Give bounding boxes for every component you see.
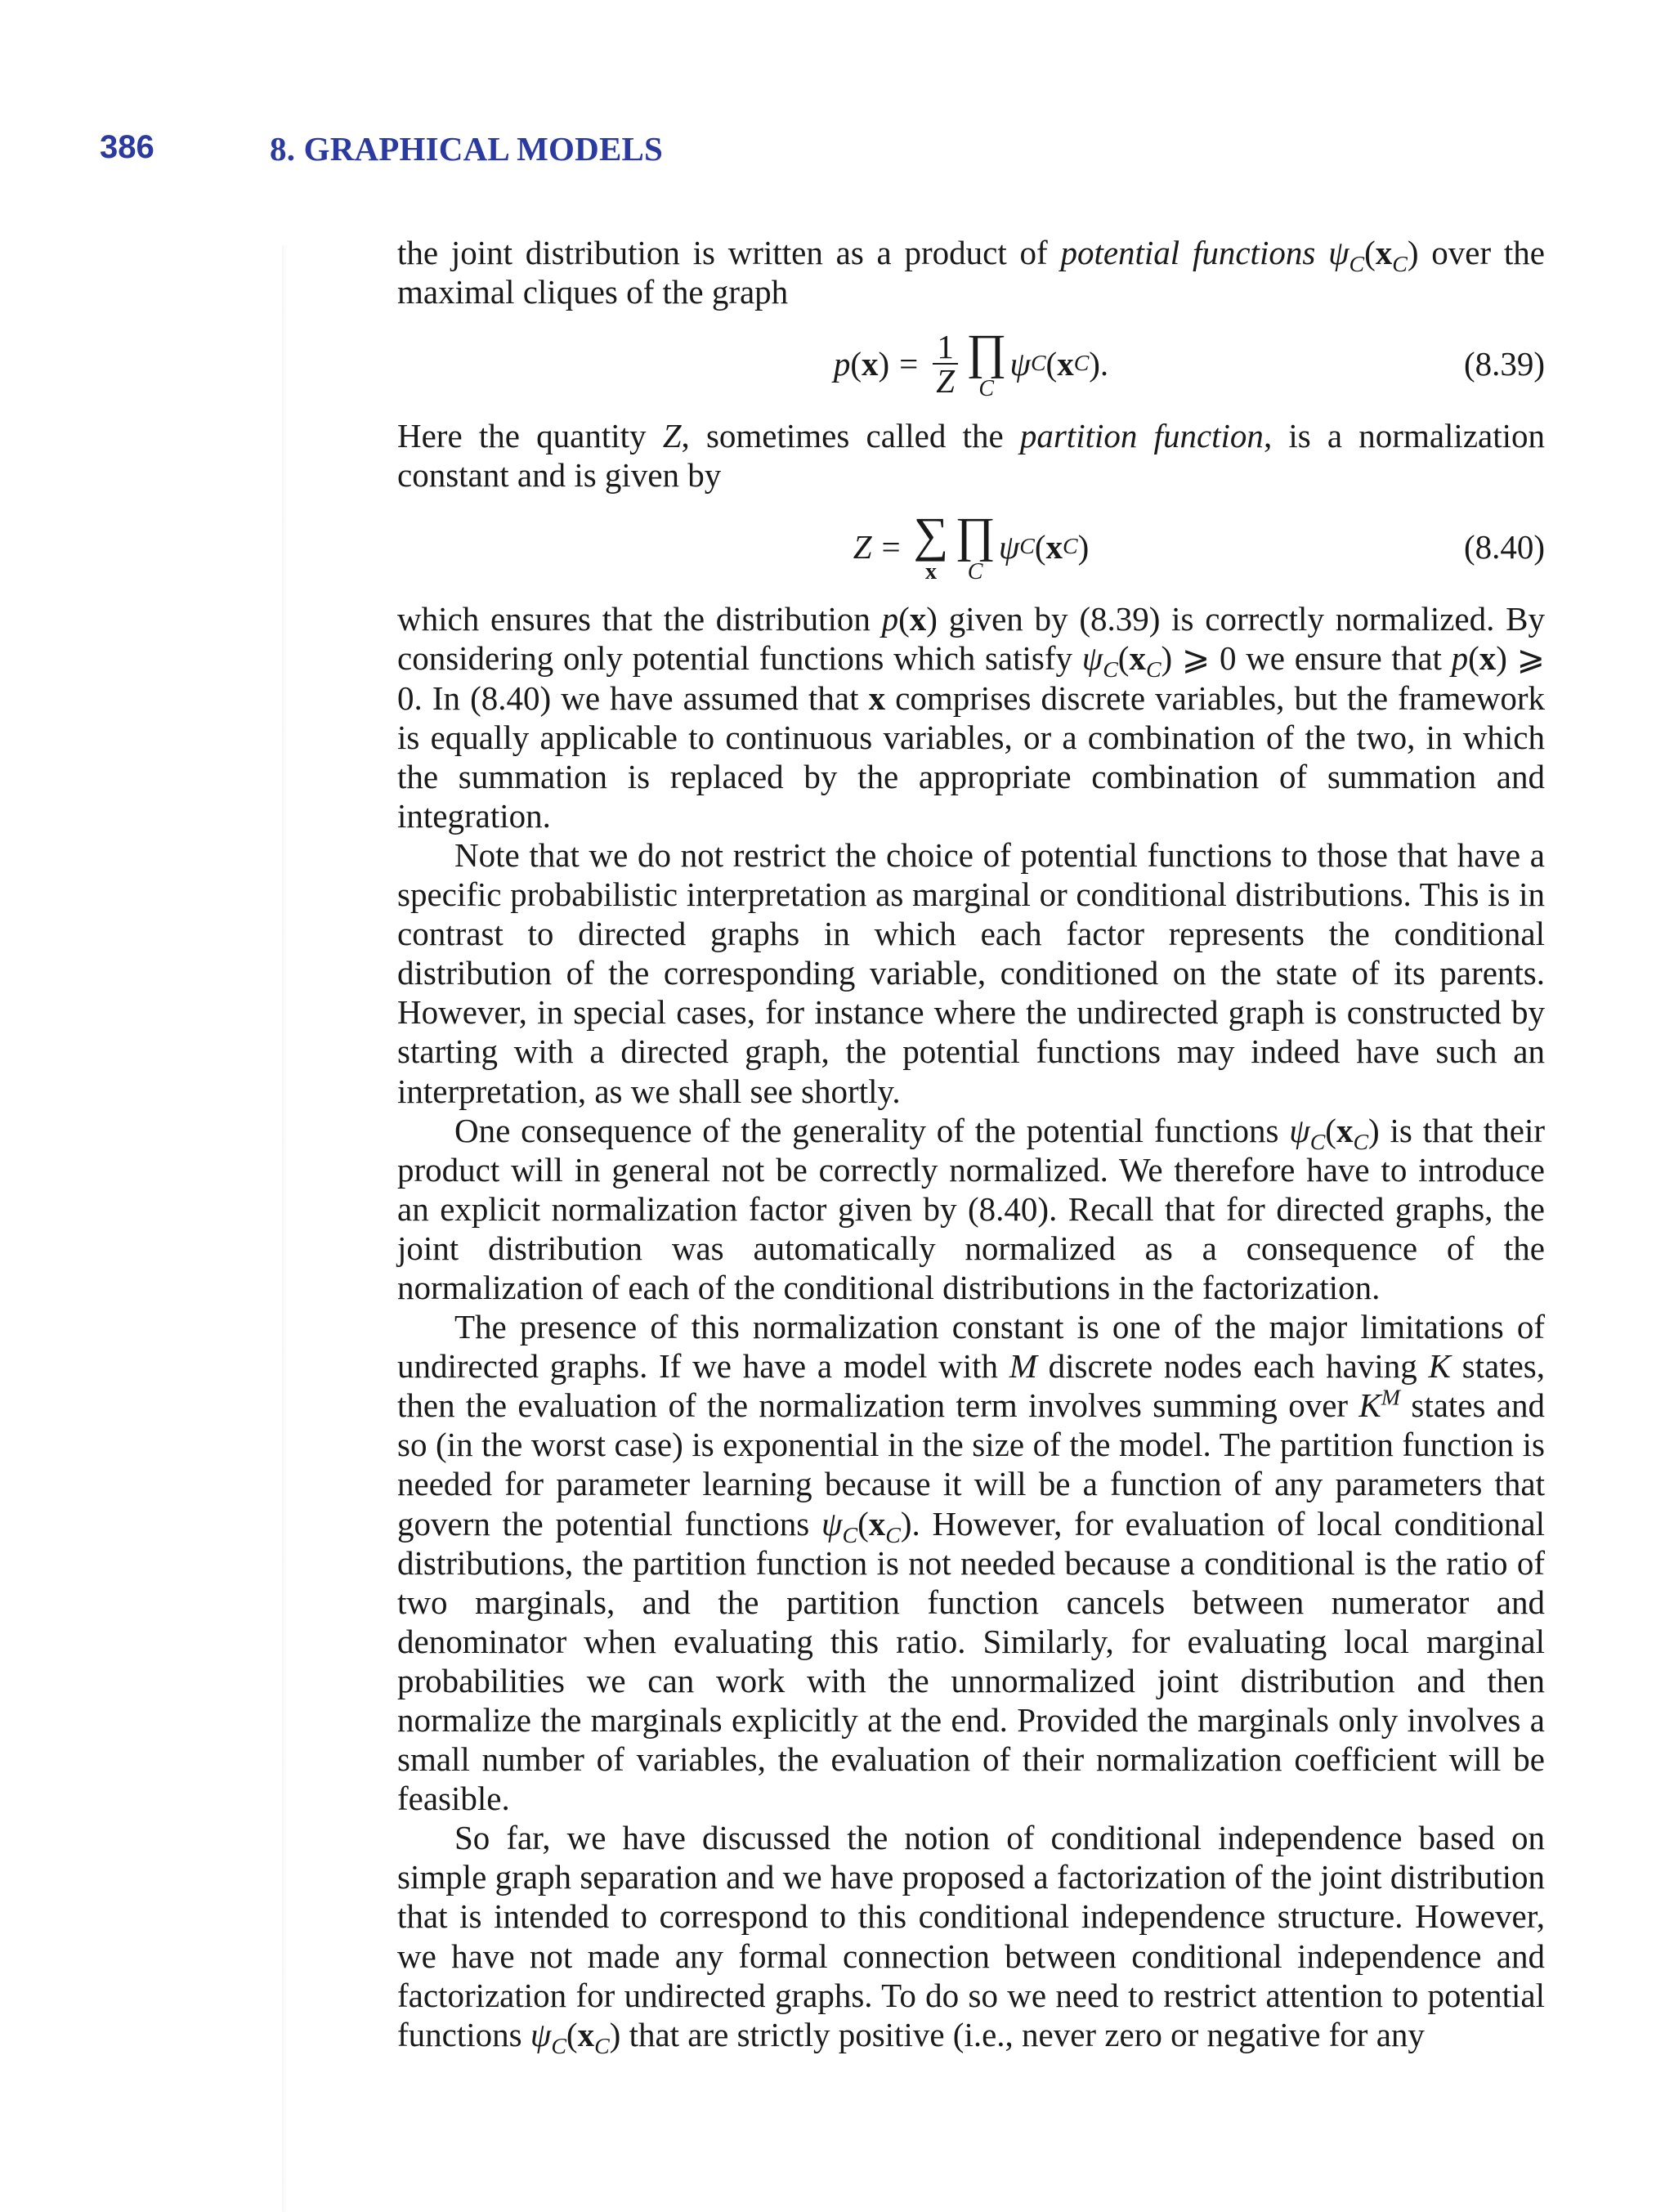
- paragraph-presence: The presence of this normalization constant is one of the major limitations of undirected graphs. If we have a model with M discrete nodes each having K states, then the evaluation of the normalization term involves summing over $K^M$ states and so (in the worst case) is exponential in the size of the model. The partition function is needed for parameter learning because it will be a function of any parameters that govern the potential functions $\psi_C(x_C)$. However, for evaluation of local conditional distributions, the partition function is not needed because a conditional is the ratio of two marginals, and the partition function cancels between numerator and denominator when evaluating this ratio. Similarly, for evaluating local marginal probabilities we can work with the unnormalized joint distribution and then normalize the marginals explicitly at the end. Provided the marginals only involves a small number of variables, the evaluation of their normalization coefficient will be feasible.: [397, 1308, 1545, 1818]
- equation-8-39-body: p ( x ) = $\frac{1}{Z}$ ∏ C ψ C ( x C ).: [833, 325, 1109, 402]
- equation-number-8-39: (8.39): [1463, 345, 1545, 383]
- running-head: [100, 129, 1592, 172]
- fraction-one-over-z: $\frac{1}{Z}$: [933, 330, 958, 397]
- paragraph-note: Note that we do not restrict the choice of potential functions to those that have a specific probabilistic interpretation as marginal or conditional distributions. This is in contrast to directed graphs in which each factor represents the conditional distribution of the corresponding variable, conditioned on the state of its parents. However, in special cases, for instance where the undirected graph is constructed by starting with a directed graph, the potential functions may indeed have such an interpretation, as we shall see shortly.: [397, 835, 1545, 1110]
- emphasis-potential-functions: potential functions: [1060, 234, 1316, 271]
- product-operator: ∏ C: [955, 508, 996, 585]
- paragraph-so-far: So far, we have discussed the notion of conditional independence based on simple graph separation and we have proposed a factorization of the joint distribution that is intended to correspond to this conditional independence structure. However, we have not made any formal connection between conditional independence and factorization for undirected graphs. To do so we need to restrict attention to potential functions $\psi_C(x_C)$ that are strictly positive (i.e., never zero or negative for any: [397, 1819, 1545, 2059]
- equation-8-39: [397, 311, 1545, 416]
- equation-number-8-40: (8.40): [1463, 528, 1545, 566]
- paragraph-consequence: One consequence of the generality of the potential functions $\psi_C(x_C)$ is that their product will in general not be correctly normalized. We therefore have to introduce an explicit normalization factor given by (8.40). Recall that for directed graphs, the joint distribution was automatically normalized as a consequence of the normalization of each of the conditional distributions in the factorization.: [397, 1111, 1545, 1306]
- sum-operator: ∑ x: [913, 508, 949, 585]
- body-text: [397, 233, 1546, 2059]
- page-gutter-shadow: [282, 245, 287, 2212]
- equation-8-40: [397, 495, 1545, 599]
- equation-8-40-body: Z = ∑ x ∏ C ψ C ( x C ): [853, 508, 1090, 585]
- emphasis-partition-function: partition function: [1019, 417, 1264, 455]
- paragraph-intro: the joint distribution is written as a product of potential functions $\psi_C(x_C)$ over the maximal cliques of the graph: [397, 234, 1545, 311]
- page-number: 386: [100, 129, 154, 165]
- paragraph-ensures-normalized: which ensures that the distribution p(x) given by (8.39) is correctly normalized. By considering only potential functions which satisfy $\psi_C(x_C)$ ⩾ 0 we ensure that p(x) ⩾ 0. In (8.40) we have assumed that x comprises discrete variables, but the framework is equally applicable to continuous variables, or a combination of the two, in which the summation is replaced by the appropriate combination of summation and integration.: [397, 600, 1546, 835]
- chapter-title: 8. GRAPHICAL MODELS: [270, 130, 664, 168]
- product-operator: ∏ C: [966, 325, 1007, 402]
- paragraph-partition-function: Here the quantity Z, sometimes called the partition function, is a normalization constant and is given by: [397, 417, 1545, 495]
